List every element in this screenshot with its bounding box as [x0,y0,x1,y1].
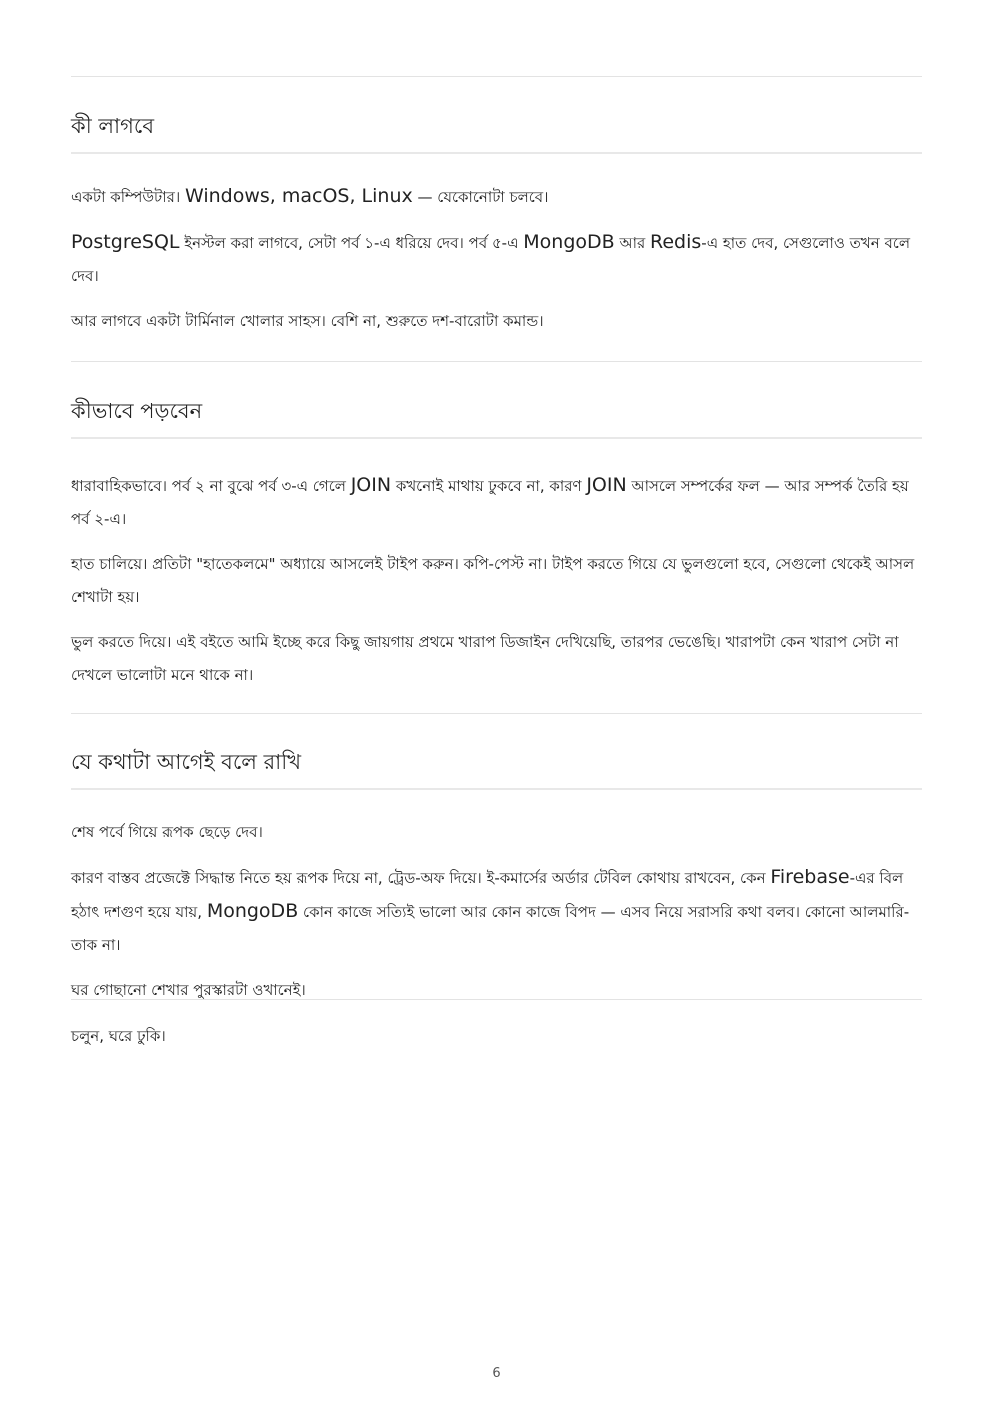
section-heading: কীভাবে পড়বেন [71,397,922,439]
section-heading: কী লাগবে [71,112,922,154]
paragraph: একটা কম্পিউটার। Windows, macOS, Linux — যেকোনোটা চলবে। [71,185,549,207]
closing-block [71,1020,922,1053]
latin-text: PostgreSQL [71,231,180,253]
latin-text: JOIN [350,474,392,496]
section-note-ahead [71,748,922,1007]
paragraph: আর লাগবে একটা টার্মিনাল খোলার সাহস। বেশি না, শুরুতে দশ-বারোটা কমান্ড। [71,312,544,330]
latin-text: MongoDB [206,900,299,922]
latin-text: Firebase [770,866,850,888]
paragraph: শেষ পর্বে গিয়ে রূপক ছেড়ে দেব। [71,823,263,841]
section-divider [71,361,922,362]
paragraph: ধারাবাহিকভাবে। পর্ব ২ না বুঝে পর্ব ৩-এ গেলে JOIN কখনোই মাথায় ঢুকবে না, কারণ JOIN আসলে সম্পর্কের ফল — আর সম্পর্ক তৈরি হয় পর্ব ২-এ। [71,474,909,528]
latin-text: JOIN [586,474,627,496]
latin-text: Windows, macOS, Linux [184,185,413,207]
page-number: 6 [492,1366,501,1381]
latin-text: Redis [650,231,702,253]
section-requirements [71,112,922,338]
paragraph: PostgreSQL ইনস্টল করা লাগবে, সেটা পর্ব ১-এ ধরিয়ে দেব। পর্ব ৫-এ MongoDB আর Redis-এ হাত দেব, সেগুলোও তখন বলে দেব। [71,231,911,285]
paragraph: হাত চালিয়ে। প্রতিটা "হাতেকলমে" অধ্যায়ে আসলেই টাইপ করুন। কপি-পেস্ট না। টাইপ করতে গিয়ে যে ভুলগুলো হবে, সেগুলো থেকেই আসল শেখাটা হয়। [71,555,915,606]
top-divider [71,76,922,77]
section-heading: যে কথাটা আগেই বলে রাখি [71,748,922,790]
closing-line: চলুন, ঘরে ঢুকি। [71,1027,166,1045]
paragraph: ঘর গোছানো শেখার পুরস্কারটা ওখানেই। [71,981,306,999]
paragraph: কারণ বাস্তব প্রজেক্টে সিদ্ধান্ত নিতে হয় রূপক দিয়ে না, ট্রেড-অফ দিয়ে। ই-কমার্সের অর্ডার টেবিল কোথায় রাখবেন, কেন Firebase-এর বিল হঠাৎ দশগুণ হয়ে যায়, MongoDB কোন কাজে সত্যিই ভালো আর কোন কাজে বিপদ — এসব নিয়ে সরাসরি কথা বলব। কোনো আলমারি-তাক না। [71,866,910,954]
paragraph: ভুল করতে দিয়ে। এই বইতে আমি ইচ্ছে করে কিছু জায়গায় প্রথমে খারাপ ডিজাইন দেখিয়েছি, তারপর ভেঙেছি। খারাপটা কেন খারাপ সেটা না দেখলে ভালোটা মনে থাকে না। [71,633,899,684]
section-divider [71,999,922,1000]
section-how-to-read [71,397,922,692]
section-divider [71,713,922,714]
latin-text: MongoDB [523,231,615,253]
